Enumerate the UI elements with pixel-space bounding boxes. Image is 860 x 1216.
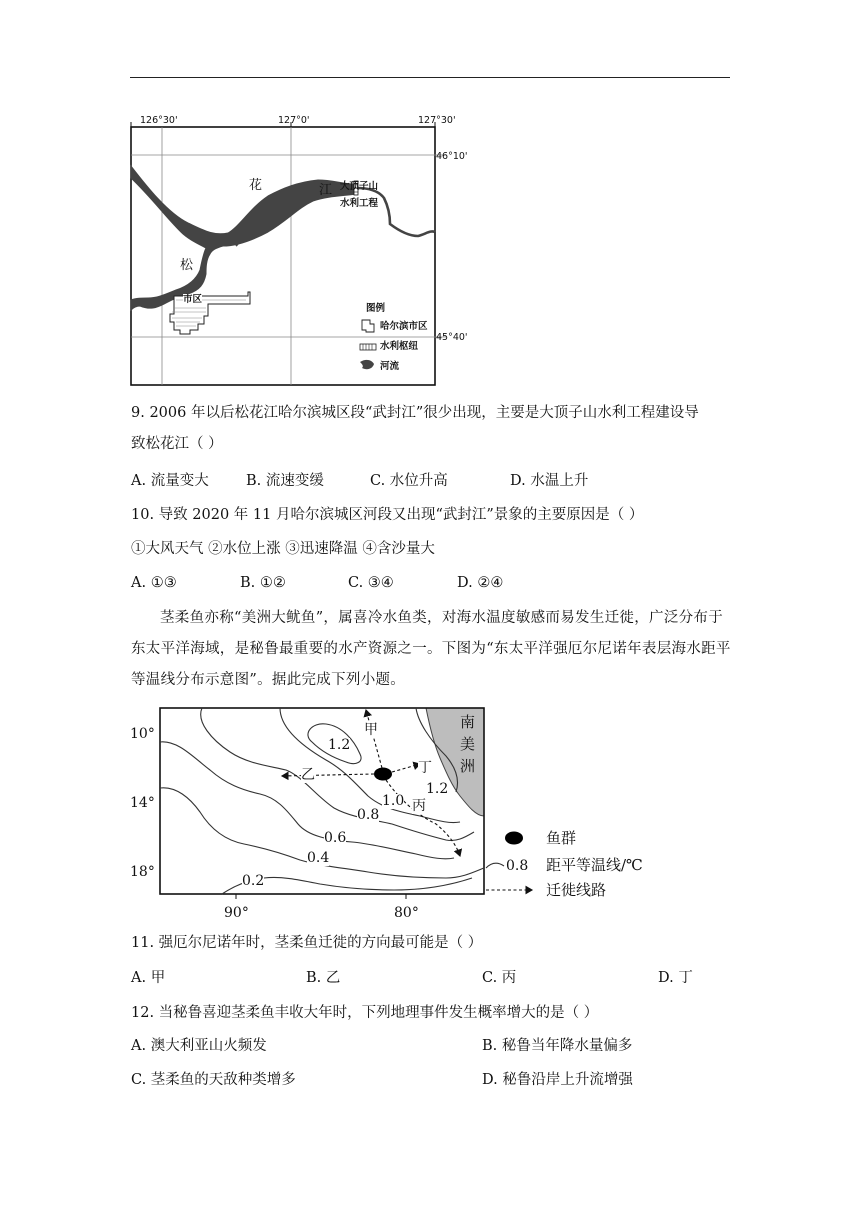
q11-option-b: B. 乙 <box>306 970 341 986</box>
lat-label-45-40: 45°40' <box>436 332 468 343</box>
q12-stem: 12. 当秘鲁喜迎茎柔鱼丰收大年时，下列地理事件发生概率增大的是（ ） <box>131 1005 599 1021</box>
map2-lat-18: 18° <box>130 864 155 880</box>
route-label-bing: 丙 <box>412 798 426 814</box>
q10-option-a: A. ①③ <box>131 575 177 591</box>
legend-dam-label: 水利枢纽 <box>380 341 419 352</box>
continent-char-zhou: 洲 <box>460 757 476 775</box>
legend-isotherm-symbol <box>486 863 504 868</box>
legend-dam-symbol <box>360 344 376 350</box>
q10-option-b: B. ①② <box>240 575 286 591</box>
harbin-city-area <box>170 292 250 334</box>
route-label-jia: 甲 <box>364 722 378 738</box>
q9-stem-line1: 9. 2006 年以后松花江哈尔滨城区段“武封江”很少出现，主要是大顶子山水利工程建设导 <box>131 405 699 421</box>
lon-label-127-0: 127°0' <box>278 115 310 126</box>
lon-label-126-30: 126°30' <box>140 115 178 126</box>
isotherm-0-6 <box>160 742 454 859</box>
legend-city-label: 哈尔滨市区 <box>380 321 428 332</box>
continent-char-mei: 美 <box>460 735 476 753</box>
q11-option-a: A. 甲 <box>131 970 166 986</box>
river-char-song: 松 <box>180 258 194 273</box>
route-label-yi: 乙 <box>301 767 315 783</box>
legend-isotherm-label: 距平等温线/℃ <box>546 856 643 874</box>
river-char-jiang: 江 <box>319 183 333 198</box>
lat-label-46-10: 46°10' <box>436 151 468 162</box>
map2-lat-10: 10° <box>130 726 155 742</box>
q9-option-a: A. 流量变大 <box>131 473 209 489</box>
city-label: 市区 <box>183 294 203 305</box>
legend-river-symbol <box>360 360 374 369</box>
dam-label-line2: 水利工程 <box>340 198 379 209</box>
legend-fish-label: 鱼群 <box>546 829 577 847</box>
q10-stem: 10. 导致 2020 年 11 月哈尔滨城区河段又出现“武封江”景象的主要原因是（ ） <box>131 507 644 523</box>
legend-route-label: 迁徙线路 <box>546 881 607 899</box>
map2-lon-80: 80° <box>394 905 419 921</box>
continent-char-nan: 南 <box>460 713 476 731</box>
lon-label-127-30: 127°30' <box>418 115 456 126</box>
map2-lon-90: 90° <box>224 905 249 921</box>
q10-option-d: D. ②④ <box>457 575 504 591</box>
q11-option-c: C. 丙 <box>482 970 517 986</box>
header-rule <box>130 77 730 78</box>
q9-option-d: D. 水温上升 <box>510 473 589 489</box>
route-jia <box>366 710 382 768</box>
south-america-land <box>426 708 484 816</box>
map2-lat-14: 14° <box>130 795 155 811</box>
legend-isotherm-value: 0.8 <box>506 858 529 874</box>
dam-label-line1: 大顶子山 <box>340 181 379 192</box>
q10-factors: ①大风天气 ②水位上涨 ③迅速降温 ④含沙量大 <box>131 541 435 557</box>
fish-school <box>374 768 392 781</box>
legend-title: 图例 <box>366 303 386 314</box>
isotherm-label-0-6: 0.6 <box>324 830 347 846</box>
q9-option-c: C. 水位升高 <box>370 473 448 489</box>
route-bing <box>386 780 460 856</box>
isotherm-label-0-2: 0.2 <box>242 873 265 889</box>
legend-river-label: 河流 <box>380 361 400 372</box>
q11-stem: 11. 强厄尔尼诺年时，茎柔鱼迁徙的方向最可能是（ ） <box>131 935 483 951</box>
q12-option-b: B. 秘鲁当年降水量偏多 <box>482 1038 633 1054</box>
q10-option-c: C. ③④ <box>348 575 394 591</box>
q12-option-a: A. 澳大利亚山火频发 <box>131 1038 267 1054</box>
q12-option-c: C. 茎柔鱼的天敌种类增多 <box>131 1072 296 1088</box>
legend-city-symbol <box>362 320 374 332</box>
isotherm-label-0-8: 0.8 <box>357 807 380 823</box>
q11-option-d: D. 丁 <box>658 970 693 986</box>
route-label-ding: 丁 <box>418 760 432 776</box>
q12-option-d: D. 秘鲁沿岸上升流增强 <box>482 1072 633 1088</box>
passage-text: 茎柔鱼亦称“美洲大鱿鱼”，属喜冷水鱼类，对海水温度敏感而易发生迁徙，广泛分布于东太平洋海域，是秘鲁最重要的水产资源之一。下图为“东太平洋强厄尔尼诺年表层海水距平等温线分布示意图”。据此完成下列小题。 <box>131 610 731 688</box>
songhua-river-map <box>128 108 473 390</box>
isotherm-label-1-2-loop: 1.2 <box>328 737 351 753</box>
legend-fish-symbol <box>505 832 523 845</box>
route-ding <box>392 764 420 772</box>
isotherm-label-0-4: 0.4 <box>307 850 330 866</box>
isotherm-label-1-2-coastal: 1.2 <box>426 781 449 797</box>
q9-option-b: B. 流速变缓 <box>246 473 324 489</box>
east-pacific-isotherm-map <box>130 700 670 925</box>
isotherm-label-1-0: 1.0 <box>382 793 405 809</box>
river-char-hua: 花 <box>249 178 263 193</box>
q9-stem-line2: 致松花江（ ） <box>131 436 223 452</box>
